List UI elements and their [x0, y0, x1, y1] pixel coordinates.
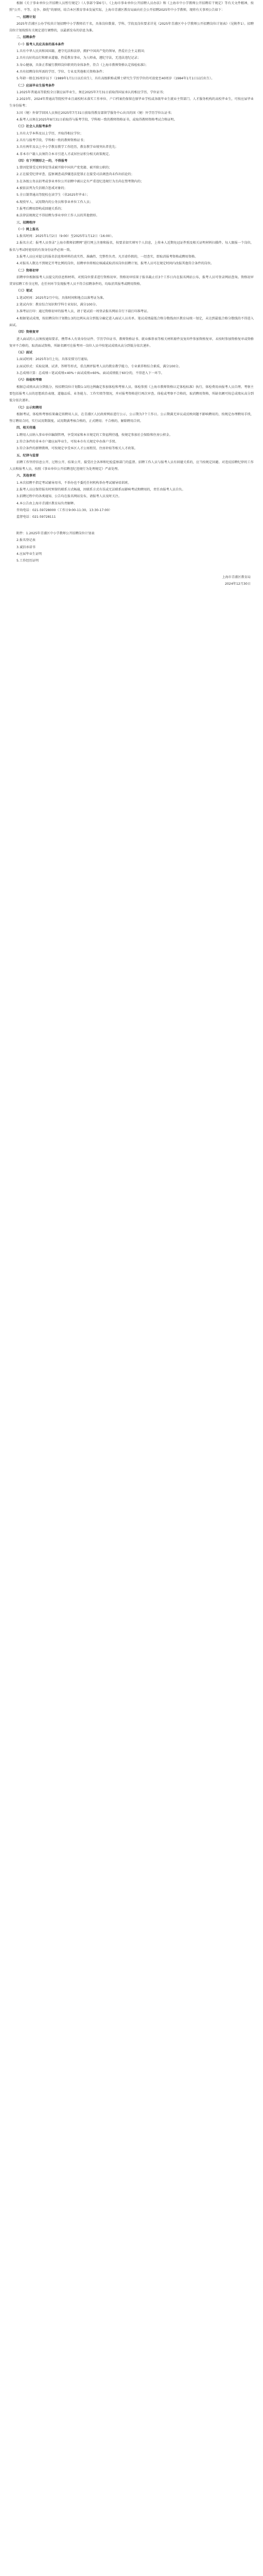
- subsection-heading: （三）笔试: [16, 289, 32, 293]
- paragraph: 5.年龄一般在35周岁以下（1989年1月1日以后出生），具有高级职称或博士研究生学历学位的可放宽至40周岁（1984年1月1日以后出生）。: [16, 77, 215, 81]
- paragraph: 1.报名时间：2025年1月2日（9:00）至2025年1月12日（16:00）。: [16, 234, 115, 239]
- subsection-heading: （二）资格初审: [16, 268, 39, 273]
- subsection-heading: （五）面试: [16, 351, 32, 355]
- signature-line: 上海市青浦区教育局: [222, 575, 251, 579]
- paragraph: 3.身心健康，具备正常履行教师岗位职责的身体条件，符合《上海市教师资格认定体检标准》；: [16, 63, 149, 67]
- paragraph: 4.非本市户籍人员须符合本市引进人才或居住证积分相关政策规定。: [16, 152, 112, 156]
- subsection-heading: （一）报考人员应具备的基本条件: [16, 42, 64, 46]
- paragraph: 咨询电话：021-59728000（工作日9:00-11:30，13:30-17:00）: [16, 508, 112, 512]
- paragraph: 8.法律法规规定不得招聘为事业单位工作人员的其他情形。: [16, 214, 99, 218]
- spacer: [9, 568, 254, 571]
- subsection-heading: （一）网上报名: [16, 227, 39, 231]
- paragraph: 4.报考人员须在2025年8月31日前取得与报考学段、学科相一致的教师资格证书，或取得教师资格考试合格证明。: [16, 118, 177, 122]
- paragraph: 1.曾因犯罪受过刑事处罚或被开除中国共产党党籍、被开除公职的；: [16, 166, 112, 170]
- paragraph: 4.根据笔试成绩，按招聘岗位计划数1:3的比例从高分到低分确定进入面试人员名单。笔试成绩最低合格分数线由区教育局统一划定，未达到最低合格分数线的不得进入面试。: [9, 316, 254, 327]
- paragraph: 2.笔试内容：教育综合知识和学科专业知识，满分100分。: [16, 303, 99, 307]
- paragraph: 1.本次招聘不指定考试辅导用书，不举办也不委托任何机构举办考试辅导培训班。: [16, 481, 131, 485]
- subsection-heading: （三）社会人员报考条件: [16, 125, 52, 129]
- paragraph: 根据考试、体检和考察结果确定拟聘用人员，在青浦区人民政府网站进行公示，公示期为7个工作日。公示期满无异议或反映问题不影响聘用的，按规定办理聘用手续，签订聘用合同，实行试用期制度。试用期满考核合格的，正式聘用；不合格的，解除聘用合同。: [9, 412, 254, 423]
- paragraph: 4.对报名人数达不到规定开考比例的岗位，招聘单位将相应核减或取消该岗位招聘计划，报考人员可在规定时间内改报其他符合条件的岗位。: [16, 262, 214, 266]
- paragraph: 1.聘用人员纳入事业单位编制管理，享受国家和本市规定的工资福利待遇，按规定参加社会保险和住房公积金。: [16, 433, 172, 437]
- paragraph: 附件：1.2025年青浦区中小学教师公开招聘岗位计划表: [16, 531, 95, 535]
- section-heading: 五、纪律与监督: [16, 453, 39, 457]
- spacer: [9, 524, 254, 527]
- subsection-heading: （七）公示和聘用: [16, 405, 42, 410]
- paragraph: 2.具有与报考学段、学科相一致的教师资格证书；: [16, 138, 86, 142]
- paragraph: 3.诚信承诺书: [16, 545, 36, 549]
- section-heading: 四、相关待遇: [16, 426, 36, 430]
- paragraph: 5.全日制普通高等院校在读学生（非2025年毕业）；: [16, 193, 90, 197]
- paragraph: 1.具有大学本科及以上学历，并取得相应学位；: [16, 131, 83, 135]
- paragraph: 2.2023年、2024年普通高等院校毕业且离校时未落实工作单位、户口档案仍保留在原毕业学校或各级毕业生就业主管部门、人才服务机构的高校毕业生，可按应届毕业生身份报考；: [9, 97, 254, 108]
- paragraph: 2.报名方式：报考人员登录“上海市教师招聘网”进行网上注册和报名，按要求如实填写个人信息，上传本人近期免冠证件照及相关证明材料扫描件。每人限报一个岗位，报名与考试时使用的有效身份证件必须一致。: [9, 241, 254, 252]
- paragraph: 4.具有招聘岗位所需的学历、学位、专业及其他相关资格条件；: [16, 70, 106, 74]
- paragraph: 6.现役军人、试用期内的公务员和事业单位工作人员；: [16, 200, 93, 204]
- paragraph: 3.具有两年及以上中小学教育教学工作经历，教育教学业绩突出者优先；: [16, 145, 118, 149]
- paragraph: 7.报考后聘用即构成回避关系的；: [16, 207, 64, 211]
- signature-line: 2024年12月30日: [224, 582, 251, 586]
- section-heading: 六、其他事项: [16, 474, 36, 478]
- paragraph: 4.被依法列为失信联合惩戒对象的；: [16, 187, 67, 191]
- paragraph: 2.具有良好的品行和职业道德，热爱教育事业，为人师表，遵纪守法，无违法违纪记录；: [16, 56, 141, 60]
- paragraph: 2.符合条件的非本市户籍应届毕业生，可按本市有关规定申办落户手续。: [16, 440, 118, 444]
- paragraph: 4.本公告由上海市青浦区教育局负责解释。: [16, 501, 77, 505]
- paragraph: 1.具有中华人民共和国国籍，遵守宪法和法律，拥护中国共产党的领导，热爱社会主义祖国；: [16, 49, 147, 54]
- paragraph: 2.报名登记表: [16, 538, 36, 543]
- paragraph: 3.报考人员应对提交的报名信息和材料的真实性、准确性、完整性负责。凡弄虚作假的，一经查实，即取消报考资格或聘用资格。: [16, 255, 198, 259]
- paragraph: 1.面试时间：2025年3月上旬，具体安排另行通知。: [16, 358, 91, 362]
- paragraph: 根据总成绩从高分到低分，按招聘岗位计划数1:1的比例确定参加体检和考察人员。体检参照《上海市教师资格认定体检标准》执行，体检费用由报考人员自理。考察主要包括报考人员的思想政治表现、道德品质、业务能力、工作实绩等情况，并对报考资格进行再次审查。体检或考察不合格的，取消聘用资格，所缺名额可按总成绩从高分到低分依次递补。: [9, 385, 254, 403]
- paragraph: 3.国（境）外留学回国人员须在2025年7月31日前取得教育部留学服务中心出具的国（境）外学历学位认证书；: [16, 111, 174, 115]
- paragraph: 3.符合条件的新聘教师，可按规定享受本区人才公寓租赁、住房补贴等相关人才政策。: [16, 447, 137, 451]
- paragraph: 1.2025年普通高等院校全日制应届毕业生，须在2025年7月31日前取得国家承认的相应学历、学位证书；: [16, 90, 166, 94]
- paragraph: 1.笔试时间：2025年2月中旬，具体时间和地点以准考证为准。: [16, 296, 107, 300]
- subsection-heading: （四）资格复审: [16, 330, 39, 334]
- section-heading: 三、招聘程序: [16, 221, 36, 225]
- paragraph: 3.招聘过程中的各类通知、公告均在报名网站发布，请报考人员及时关注。: [16, 495, 121, 499]
- paragraph: 3.准考证打印：通过资格初审的报考人员，请于笔试前一周登录报名网站自行下载打印准考证。: [16, 310, 150, 314]
- section-heading: 二、招聘条件: [16, 36, 36, 40]
- subsection-heading: （六）体检和考察: [16, 378, 42, 382]
- subsection-heading: （四）有下列情形之一的，不得报考: [16, 159, 67, 163]
- paragraph: 3.总成绩计算：总成绩＝笔试成绩×40%＋面试成绩×60%。面试成绩低于60分的，不得进入下一环节。: [16, 371, 164, 376]
- paragraph: 5.工作经历证明: [16, 559, 39, 563]
- paragraph: 2.报考人员应保持报名时预留的联系方式畅通，因联系方式有误或无法联系而影响考试和聘用的，责任由报考人员自负。: [16, 488, 185, 492]
- paragraph: 招聘单位根据报考人员提交的信息和材料，对照岗位要求进行资格初审。资格初审结果于报名截止后3个工作日内在报名网站公布，报考人员可登录网站查询。资格初审贯穿招聘工作全过程，在任何环节发现报考人员不符合招聘条件的，均取消其报考或聘用资格。: [9, 275, 254, 286]
- paragraph: 3.在各级公务员招考或事业单位公开招聘中被认定有严重违纪违规行为且尚在禁考期内的；: [16, 179, 144, 183]
- paragraph: 进入面试的人员须按通知要求，携带本人有效身份证件、学历学位证书、教师资格证书、就业推荐表等相关材料原件及复印件参加资格复审。未按时参加资格复审或资格复审不合格的，取消面试资格，所缺名额可在报考同一岗位人员中按笔试成绩从高分到低分依次递补。: [9, 337, 254, 348]
- paragraph: 根据《关于事业单位公开招聘人员暂行规定》（人事部令第6号）、《上海市事业单位公开招聘人员办法》和《上海市中小学教师公开招聘若干规定》等有关文件精神，按照“公开、平等、竞争、择优”的原则，结合本区教育事业发展实际，上海市青浦区教育局面向社会公开招聘2025年中小学教师，现将有关事项公告如下：: [9, 2, 254, 12]
- paragraph: 4.应届毕业生证明: [16, 552, 42, 556]
- subsection-heading: （二）应届毕业生报考条件: [16, 83, 55, 88]
- section-heading: 一、招聘计划: [16, 15, 36, 19]
- paragraph: 2.面试形式：采取说课、试讲、答辩等形式，重点测评报考人员的教育教学能力、专业素养和综合素质，满分100分。: [16, 364, 182, 368]
- paragraph: 招聘工作坚持信息公开、过程公开、结果公开，接受社会各界和纪检监察部门的监督。招聘工作人员与报考人员有回避关系的，应当按规定回避。对违反招聘纪律的工作人员和报考人员，按照《事业单位公开招聘违纪违规行为处理规定》严肃处理。: [9, 460, 254, 471]
- paragraph: 监督电话：021-59728111: [16, 515, 56, 519]
- paragraph: 2025年青浦区公办学校共计划招聘中小学教师若干名，具体岗位数量、学科、学段及岗位要求详见《2025年青浦区中小学教师公开招聘岗位计划表》（见附件1）。招聘岗位计划按照有关规定进行调整的，以最新发布的信息为准。: [9, 22, 254, 33]
- paragraph: 2.正在接受纪律审查、监察调查或涉嫌违法犯罪正在接受司法调查尚未作出结论的；: [16, 173, 134, 177]
